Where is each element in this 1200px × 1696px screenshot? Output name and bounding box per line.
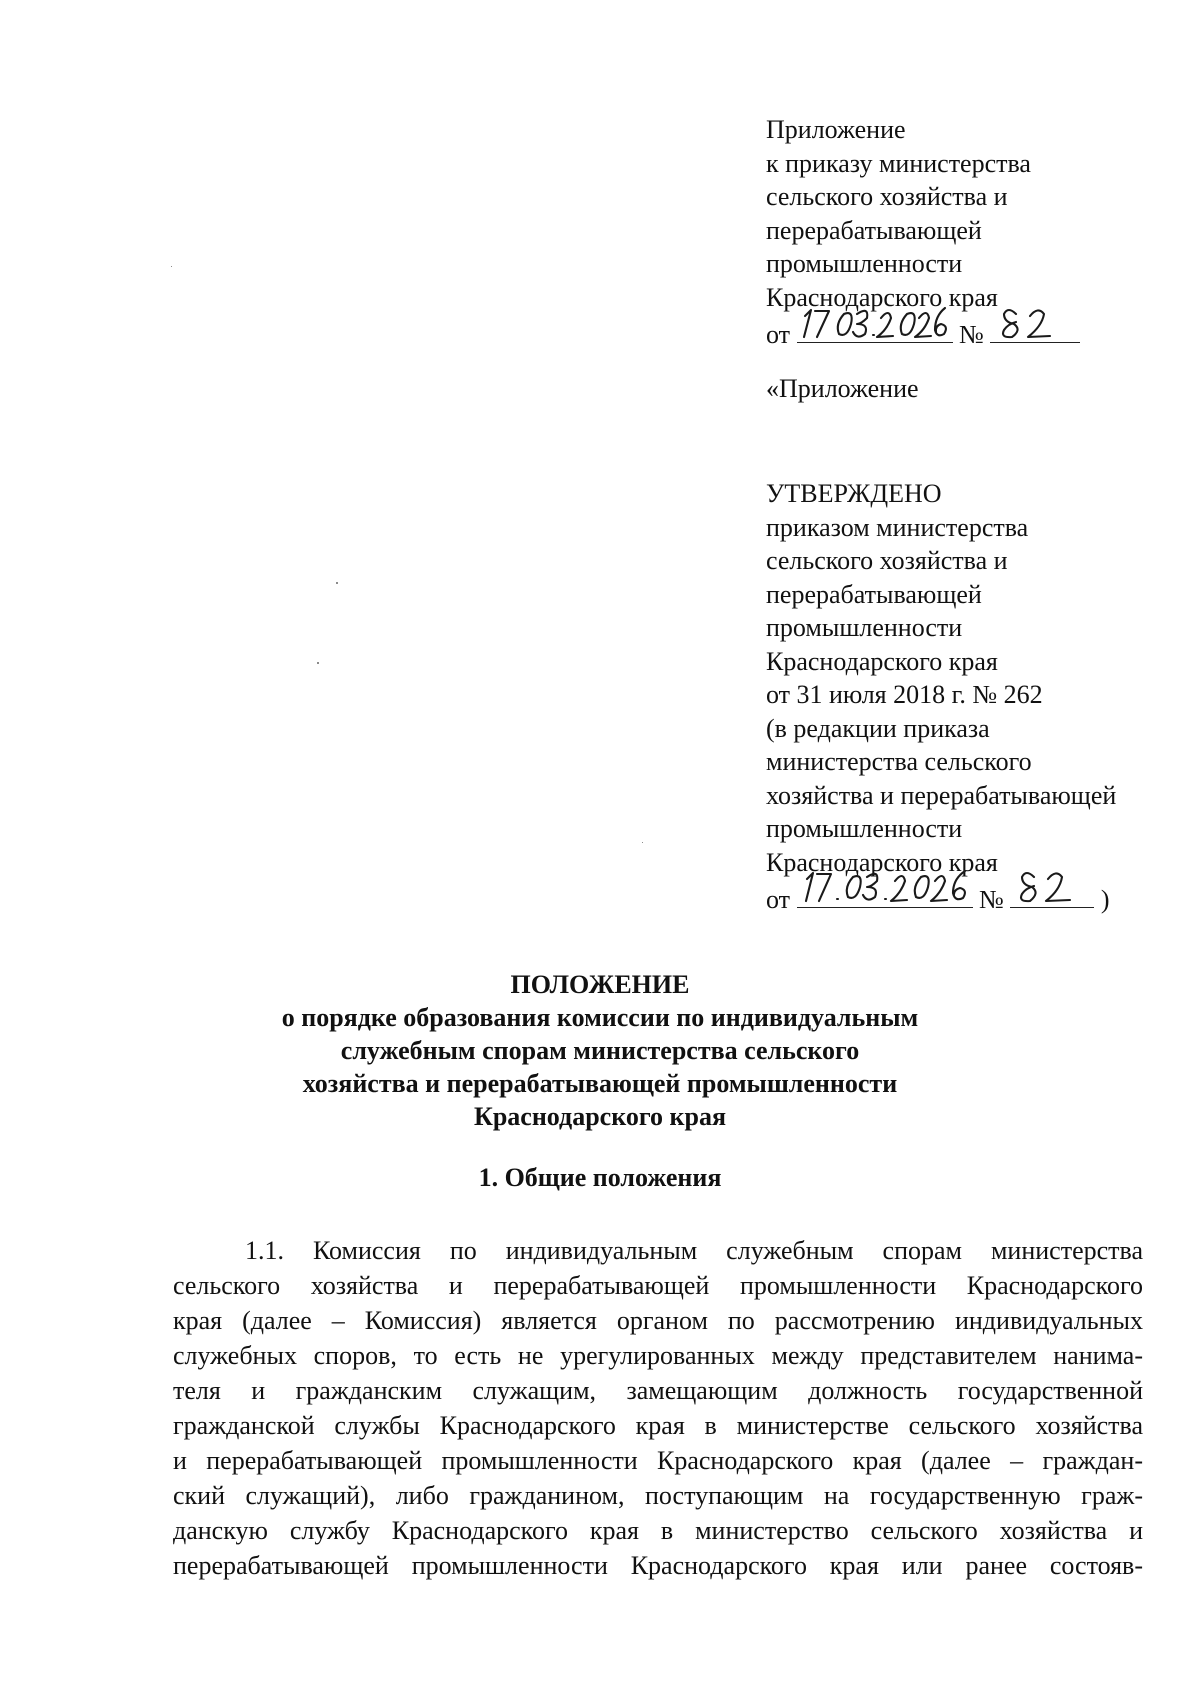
scan-speck xyxy=(171,266,172,267)
approved-line: хозяйства и перерабатывающей xyxy=(766,780,1117,810)
quote-appendix-line: «Приложение xyxy=(766,373,919,403)
body-line: перерабатывающей промышленности Краснодарского края или ранее состояв- xyxy=(173,1551,1143,1580)
appendix-line: промышленности xyxy=(766,249,963,278)
title-heading: ПОЛОЖЕНИЕ xyxy=(510,970,690,999)
date-prefix: от xyxy=(766,885,791,914)
approved-line: Краснодарского края xyxy=(766,646,998,676)
approved-line: министерства сельского xyxy=(766,747,1032,776)
approved-stamp-block xyxy=(766,477,1116,917)
appendix-line: сельского хозяйства и xyxy=(766,182,1008,211)
approved-line: промышленности xyxy=(766,814,963,843)
approved-line: УТВЕРЖДЕНО xyxy=(766,479,942,508)
body-line: служебных споров, то есть не урегулированных между представителем нанима- xyxy=(173,1341,1143,1370)
handwritten-date-field xyxy=(797,314,953,343)
approved-date-line xyxy=(766,879,1116,917)
approved-line: Краснодарского края xyxy=(766,847,998,877)
approved-line: (в редакции приказа xyxy=(766,713,990,743)
body-line: теля и гражданским служащим, замещающим должность государственной xyxy=(173,1376,1143,1405)
number-sign: № xyxy=(979,885,1004,914)
body-line: гражданской службы Краснодарского края в министерстве сельского хозяйства xyxy=(173,1411,1143,1440)
appendix-date-line xyxy=(766,314,1080,352)
body-line: ский служащий), либо гражданином, поступающим на государственную граж- xyxy=(173,1481,1143,1510)
document-title xyxy=(0,968,1200,1133)
date-prefix: от xyxy=(766,320,791,349)
handwritten-number-signature xyxy=(990,302,1080,340)
appendix-line: перерабатывающей xyxy=(766,215,982,245)
handwritten-date-signature xyxy=(797,302,953,340)
title-line: служебным спорам министерства сельского xyxy=(340,1036,860,1065)
approved-line: перерабатывающей xyxy=(766,579,982,609)
body-line: края (далее – Комиссия) является органом по рассмотрению индивидуальных xyxy=(173,1306,1143,1335)
approved-line: приказом министерства xyxy=(766,512,1029,542)
appendix-line: к приказу министерства xyxy=(766,148,1031,178)
handwritten-number-signature xyxy=(1010,865,1094,905)
handwritten-number-field xyxy=(990,314,1080,343)
approved-line: от 31 июля 2018 г. № 262 xyxy=(766,680,1043,709)
scan-speck xyxy=(317,662,319,664)
approved-line: сельского хозяйства и xyxy=(766,546,1008,575)
appendix-line: Краснодарского края xyxy=(766,282,998,312)
approved-line: промышленности xyxy=(766,613,963,642)
title-line: о порядке образования комиссии по индивидуальным xyxy=(281,1003,919,1032)
scan-speck xyxy=(642,842,643,843)
handwritten-number-field xyxy=(1010,879,1094,908)
body-paragraph xyxy=(173,1233,1143,1583)
appendix-stamp-block xyxy=(766,113,1080,405)
section-heading: 1. Общие положения xyxy=(478,1163,722,1192)
closing-parenthesis: ) xyxy=(1100,885,1110,914)
scan-speck xyxy=(336,582,338,584)
handwritten-date-field xyxy=(797,879,973,908)
appendix-line: Приложение xyxy=(766,115,906,144)
title-line: Краснодарского края xyxy=(473,1102,727,1131)
body-line: данскую службу Краснодарского края в министерство сельского хозяйства и xyxy=(173,1516,1143,1545)
handwritten-date-signature xyxy=(797,865,973,905)
title-line: хозяйства и перерабатывающей промышленности xyxy=(302,1069,898,1098)
number-sign: № xyxy=(959,320,984,349)
body-line: 1.1. Комиссия по индивидуальным служебным спорам министерства xyxy=(245,1236,1143,1265)
body-line: и перерабатывающей промышленности Краснодарского края (далее – граждан- xyxy=(173,1446,1143,1475)
body-line: сельского хозяйства и перерабатывающей промышленности Краснодарского xyxy=(173,1271,1143,1300)
